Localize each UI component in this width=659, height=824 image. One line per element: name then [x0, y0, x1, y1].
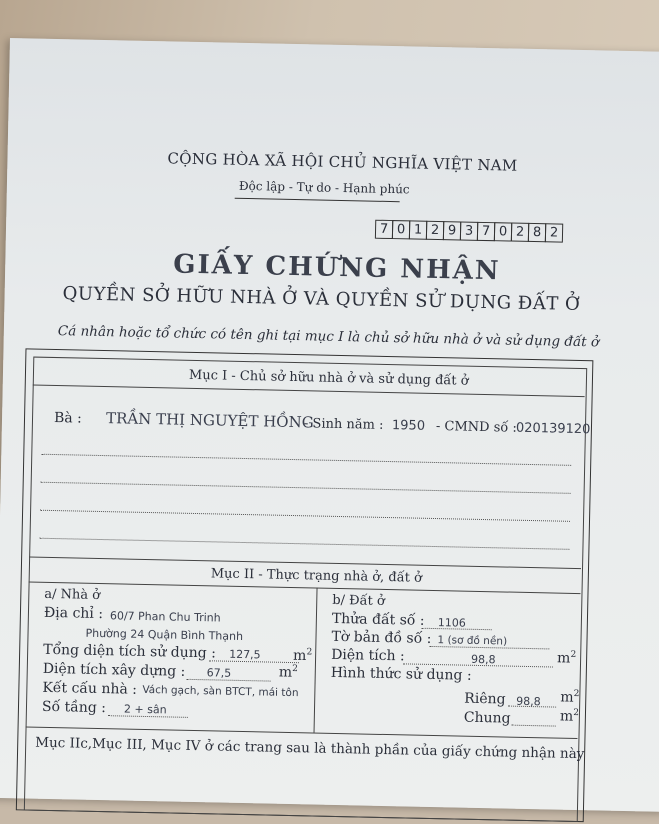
shared-label: Chung: [463, 709, 511, 727]
serial-digit: 0: [392, 220, 410, 239]
address-line1: 60/7 Phan Chu Trinh: [109, 609, 221, 625]
address-line2: Phường 24 Quận Bình Thạnh: [85, 626, 244, 644]
land-area-unit: $m^2$: [556, 649, 577, 667]
built-area-label: Diện tích xây dựng :: [42, 660, 186, 680]
intro-text: Cá nhân hoặc tổ chức có tên ghi tại mục I là chủ sở hữu nhà ở và sử dụng đất ở: [57, 323, 600, 351]
birth-label: - Sinh năm :: [303, 416, 384, 433]
structure-value: Vách gạch, sàn BTCT, mái tôn: [142, 683, 299, 700]
birth-year: 1950: [391, 418, 426, 434]
republic-heading: CỘNG HÒA XÃ HỘI CHỦ NGHĨA VIỆT NAM: [167, 149, 518, 175]
address-label: Địa chỉ :: [43, 604, 104, 623]
floors-value: 2 + sân: [123, 702, 167, 717]
serial-digit: 7: [477, 222, 495, 241]
house-heading: a/ Nhà ở: [44, 586, 101, 604]
serial-digit: 2: [511, 223, 529, 242]
certificate-title: GIẤY CHỨNG NHẬN: [172, 249, 501, 287]
land-area-label: Diện tích :: [330, 646, 405, 665]
structure-label: Kết cấu nhà :: [42, 679, 138, 698]
total-area-value: 127,5: [229, 647, 261, 662]
built-area-value: 67,5: [206, 666, 232, 680]
private-label: Riêng: [464, 690, 506, 708]
motto-underline: [235, 198, 400, 202]
total-area-label: Tổng diện tích sử dụng :: [43, 641, 217, 662]
private-value: 98,8: [516, 694, 541, 709]
shared-unit: $m^2$: [559, 707, 580, 725]
serial-digit: 0: [494, 222, 512, 241]
serial-digit: 1: [409, 220, 427, 239]
serial-digit: 8: [528, 223, 546, 242]
land-area-value: 98,8: [470, 652, 496, 667]
owner-name: TRẦN THỊ NGUYỆT HỒNG: [105, 409, 314, 432]
serial-digit: 2: [426, 221, 444, 240]
owner-prefix: Bà :: [53, 410, 83, 427]
id-number: 020139120: [515, 420, 591, 438]
motto: Độc lập - Tự do - Hạnh phúc: [238, 178, 410, 197]
total-area-unit: $m^2$: [292, 647, 313, 664]
section2-heading: Mục II - Thực trạng nhà ở, đất ở: [210, 566, 422, 586]
id-label: - CMND số :: [435, 419, 517, 436]
private-unit: $m^2$: [560, 688, 580, 706]
plot-value: 1106: [437, 616, 466, 630]
floors-label: Số tầng :: [41, 698, 107, 717]
serial-digit: 7: [375, 220, 393, 239]
plot-label: Thửa đất số :: [331, 610, 425, 629]
certificate-subtitle: QUYỀN SỞ HỮU NHÀ Ở VÀ QUYỀN SỬ DỤNG ĐẤT Ở: [62, 283, 581, 315]
built-area-unit: $m^2$: [278, 664, 298, 681]
serial-digit: 3: [460, 221, 478, 240]
map-label: Tờ bản đồ số :: [331, 628, 432, 647]
serial-digit: 2: [545, 223, 563, 242]
section1-heading: Mục I - Chủ sở hữu nhà ở và sử dụng đất ở: [188, 367, 469, 389]
usage-label: Hình thức sử dụng :: [330, 664, 472, 684]
certificate-page: [0, 38, 659, 812]
land-heading: b/ Đất ở: [332, 592, 385, 609]
serial-number: [376, 220, 563, 243]
map-value: 1 (sơ đồ nền): [437, 634, 508, 648]
footer-note: Mục IIc,Mục III, Mục IV ở các trang sau là thành phần của giấy chứng nhận này: [35, 734, 585, 763]
serial-digit: 9: [443, 221, 461, 240]
